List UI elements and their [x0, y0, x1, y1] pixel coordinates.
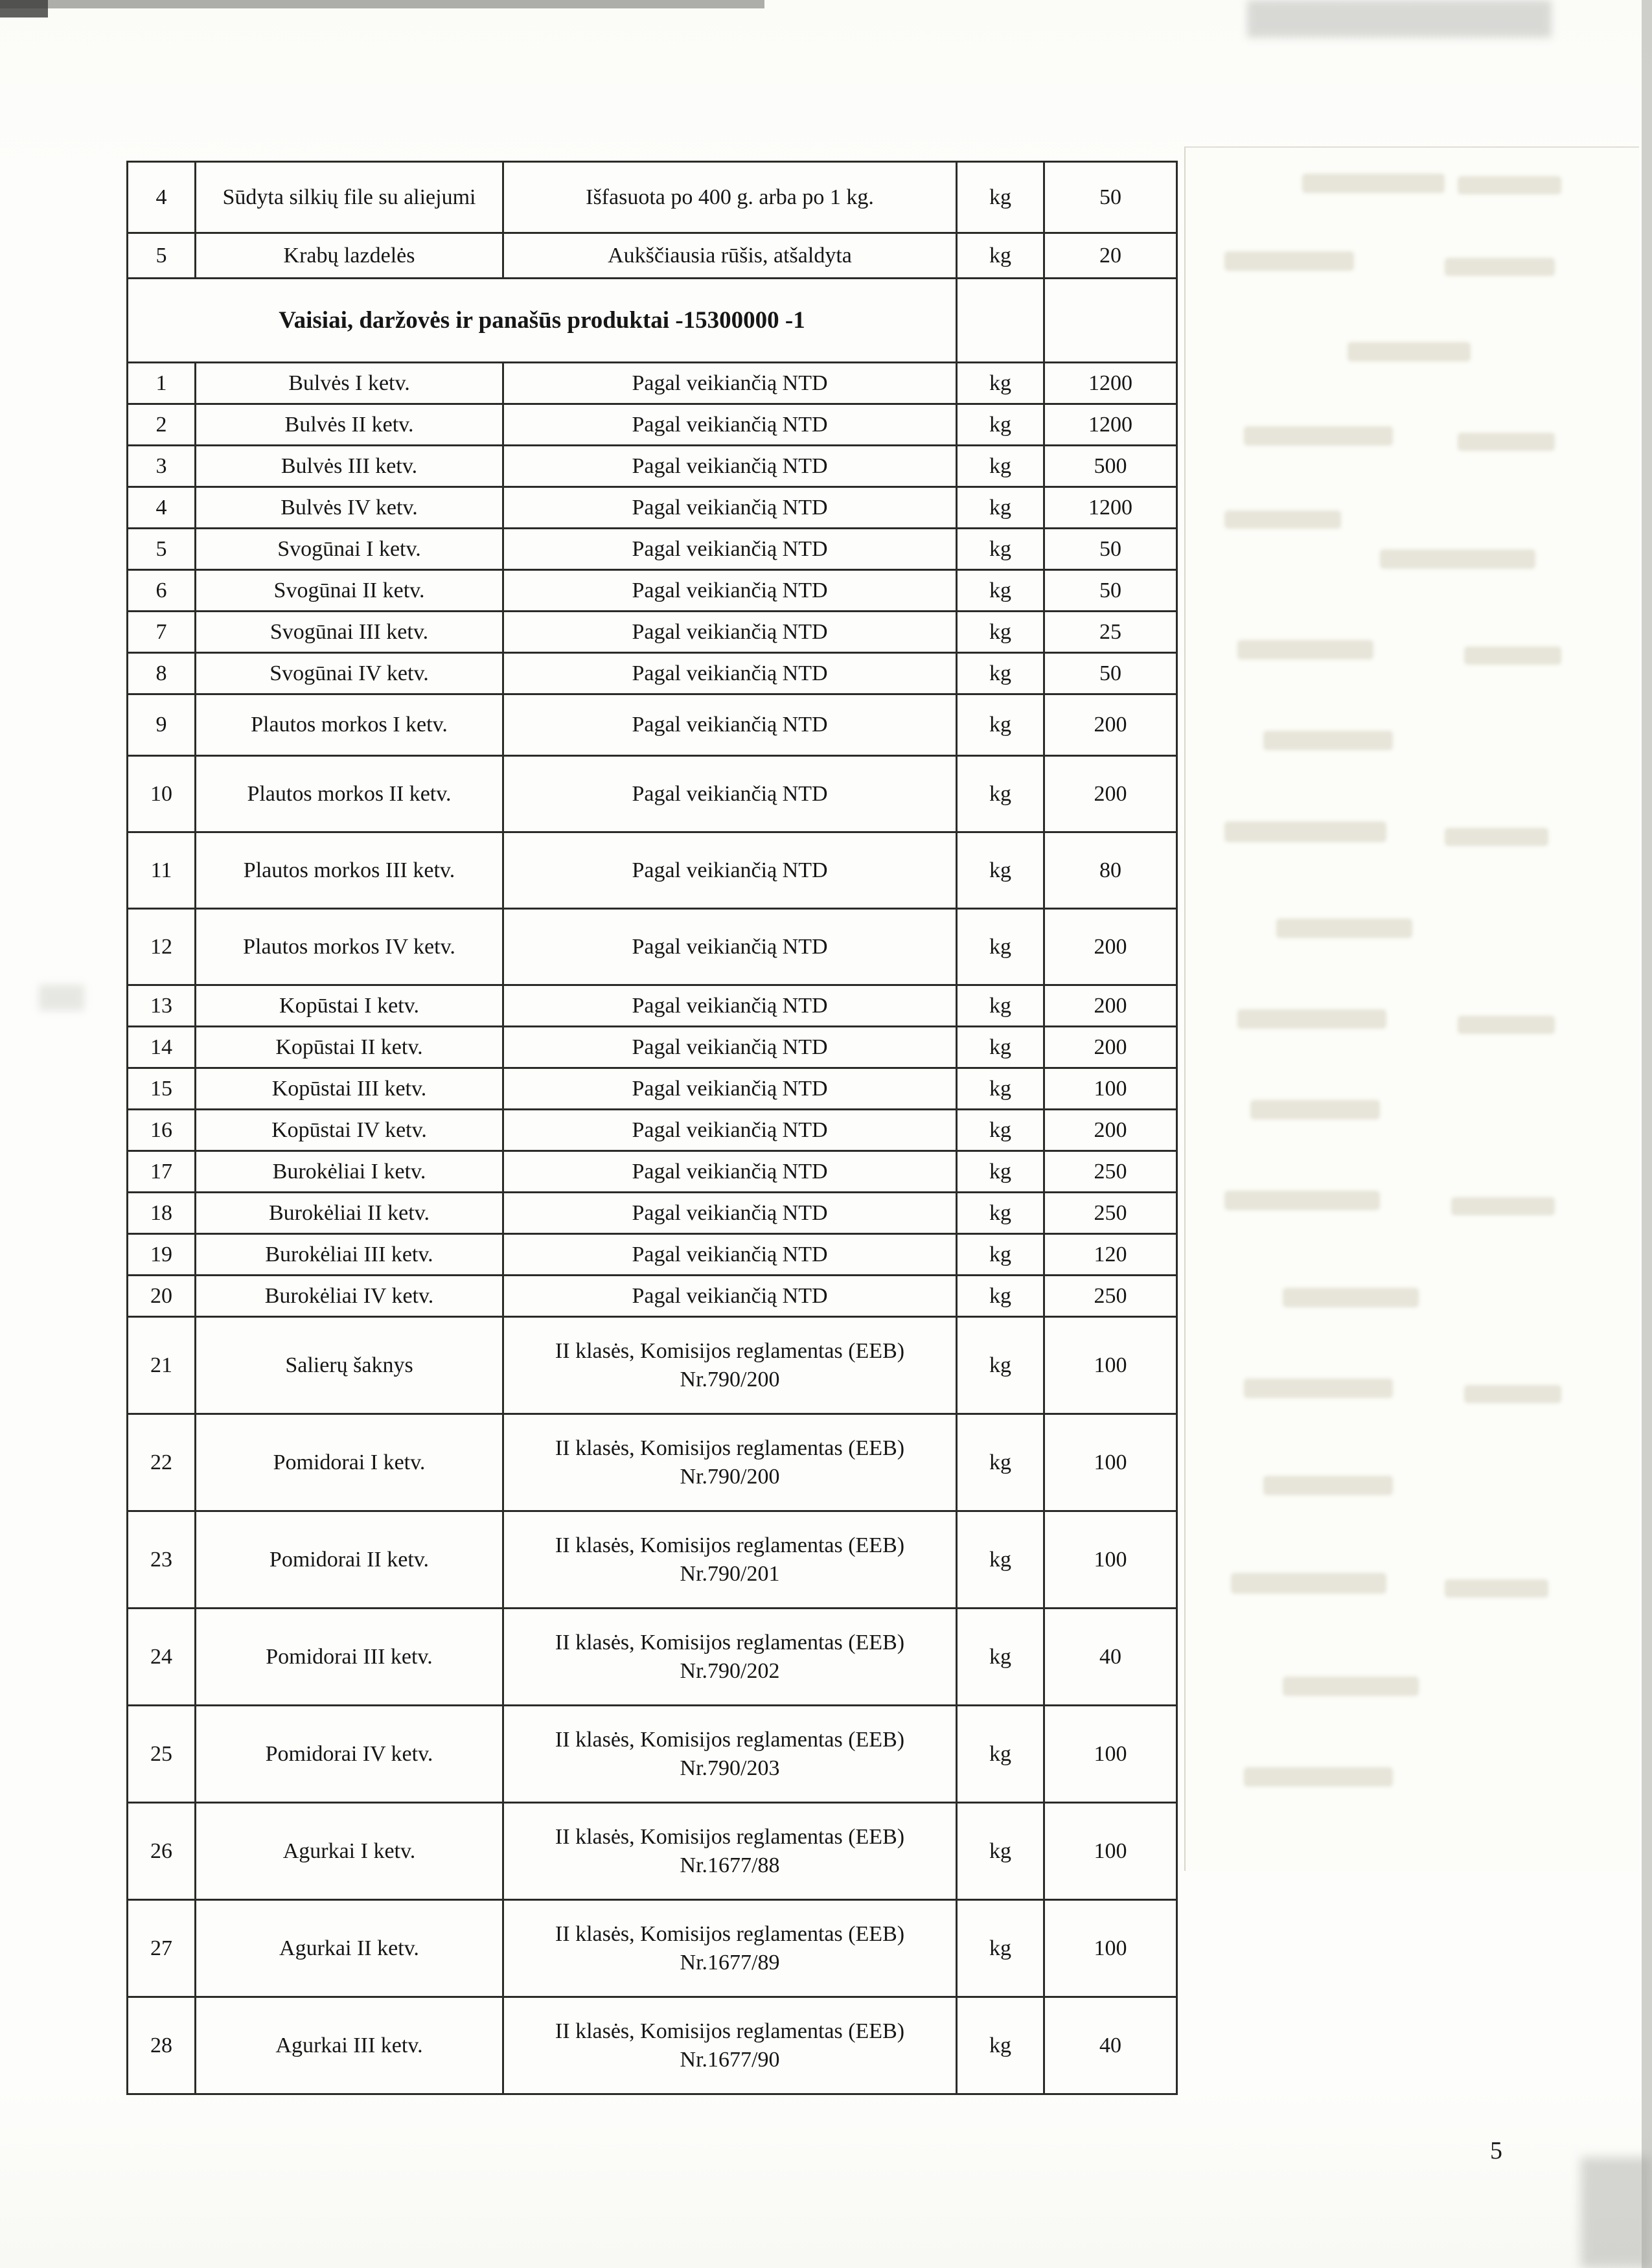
unit-cell [957, 279, 1044, 363]
unit-cell: kg [957, 162, 1044, 233]
unit-cell: kg [957, 1110, 1044, 1151]
product-table [126, 161, 1178, 2095]
table-row [128, 1193, 1177, 1234]
row-number: 8 [128, 653, 196, 694]
product-spec: Pagal veikiančią NTD [503, 1234, 957, 1276]
quantity-cell: 1200 [1044, 363, 1177, 404]
quantity-cell: 100 [1044, 1414, 1177, 1511]
product-name: Plautos morkos III ketv. [196, 832, 503, 909]
product-spec: II klasės, Komisijos reglamentas (EEB) Nr.1677/90 [503, 1997, 957, 2094]
row-number: 6 [128, 570, 196, 612]
page-number: 5 [1490, 2137, 1502, 2164]
quantity-cell: 100 [1044, 1803, 1177, 1900]
product-name: Burokėliai IV ketv. [196, 1276, 503, 1317]
product-spec: Pagal veikiančią NTD [503, 1193, 957, 1234]
bleed-through-artifact [1224, 821, 1386, 842]
quantity-cell: 40 [1044, 1609, 1177, 1706]
unit-cell: kg [957, 612, 1044, 653]
product-name: Plautos morkos IV ketv. [196, 909, 503, 985]
product-spec: Pagal veikiančią NTD [503, 404, 957, 446]
product-spec: Pagal veikiančią NTD [503, 570, 957, 612]
row-number: 4 [128, 487, 196, 529]
table-row [128, 612, 1177, 653]
unit-cell: kg [957, 1609, 1044, 1706]
product-name: Bulvės II ketv. [196, 404, 503, 446]
bleed-through-artifact [1263, 1476, 1393, 1495]
product-spec: Pagal veikiančią NTD [503, 1027, 957, 1068]
scan-edge-artifact [0, 0, 764, 8]
row-number: 11 [128, 832, 196, 909]
table-row [128, 162, 1177, 233]
product-spec: Pagal veikiančią NTD [503, 1151, 957, 1193]
product-spec: Pagal veikiančią NTD [503, 1276, 957, 1317]
quantity-cell: 50 [1044, 162, 1177, 233]
row-number: 4 [128, 162, 196, 233]
product-name: Pomidorai III ketv. [196, 1609, 503, 1706]
row-number: 15 [128, 1068, 196, 1110]
row-number: 19 [128, 1234, 196, 1276]
product-name: Svogūnai II ketv. [196, 570, 503, 612]
row-number: 2 [128, 404, 196, 446]
table-row [128, 1609, 1177, 1706]
product-spec: Pagal veikiančią NTD [503, 1068, 957, 1110]
bleed-through-artifact [1458, 1016, 1555, 1034]
product-name: Bulvės III ketv. [196, 446, 503, 487]
row-number: 13 [128, 985, 196, 1027]
quantity-cell: 25 [1044, 612, 1177, 653]
row-number: 27 [128, 1900, 196, 1997]
quantity-cell: 250 [1044, 1193, 1177, 1234]
table-row [128, 570, 1177, 612]
unit-cell: kg [957, 1234, 1044, 1276]
quantity-cell [1044, 279, 1177, 363]
product-name: Plautos morkos II ketv. [196, 756, 503, 832]
product-name: Pomidorai II ketv. [196, 1511, 503, 1609]
quantity-cell: 120 [1044, 1234, 1177, 1276]
quantity-cell: 200 [1044, 1027, 1177, 1068]
row-number: 23 [128, 1511, 196, 1609]
product-spec: II klasės, Komisijos reglamentas (EEB) Nr.790/203 [503, 1706, 957, 1803]
quantity-cell: 500 [1044, 446, 1177, 487]
table-row [128, 694, 1177, 756]
table-row [128, 909, 1177, 985]
product-name: Burokėliai I ketv. [196, 1151, 503, 1193]
table-row [128, 1414, 1177, 1511]
scan-smudge-artifact [39, 985, 84, 1011]
product-name: Agurkai II ketv. [196, 1900, 503, 1997]
unit-cell: kg [957, 832, 1044, 909]
unit-cell: kg [957, 909, 1044, 985]
table-row [128, 1068, 1177, 1110]
row-number: 10 [128, 756, 196, 832]
section-title: Vaisiai, daržovės ir panašūs produktai -15300000 -1 [128, 279, 957, 363]
unit-cell: kg [957, 404, 1044, 446]
bleed-through-sheet [1184, 146, 1639, 1871]
product-spec: Pagal veikiančią NTD [503, 446, 957, 487]
table-row [128, 446, 1177, 487]
quantity-cell: 20 [1044, 233, 1177, 279]
bleed-through-artifact [1458, 433, 1555, 451]
product-name: Bulvės I ketv. [196, 363, 503, 404]
bleed-through-artifact [1224, 1191, 1380, 1210]
table-row [128, 1900, 1177, 1997]
product-spec: II klasės, Komisijos reglamentas (EEB) Nr.790/202 [503, 1609, 957, 1706]
table-row [128, 1317, 1177, 1414]
bleed-through-artifact [1224, 251, 1354, 271]
quantity-cell: 1200 [1044, 404, 1177, 446]
bleed-through-artifact [1445, 1579, 1548, 1598]
table-row [128, 1706, 1177, 1803]
quantity-cell: 200 [1044, 985, 1177, 1027]
product-name: Pomidorai IV ketv. [196, 1706, 503, 1803]
unit-cell: kg [957, 1414, 1044, 1511]
row-number: 7 [128, 612, 196, 653]
product-name: Krabų lazdelės [196, 233, 503, 279]
scan-smudge-artifact [1247, 0, 1552, 38]
section-header-row [128, 279, 1177, 363]
product-name: Kopūstai II ketv. [196, 1027, 503, 1068]
bleed-through-artifact [1464, 647, 1561, 665]
unit-cell: kg [957, 1706, 1044, 1803]
product-spec: Pagal veikiančią NTD [503, 487, 957, 529]
product-name: Salierų šaknys [196, 1317, 503, 1414]
product-spec: Pagal veikiančią NTD [503, 694, 957, 756]
product-spec: II klasės, Komisijos reglamentas (EEB) Nr.1677/89 [503, 1900, 957, 1997]
table-row [128, 653, 1177, 694]
row-number: 16 [128, 1110, 196, 1151]
bleed-through-artifact [1237, 640, 1373, 659]
unit-cell: kg [957, 1900, 1044, 1997]
unit-cell: kg [957, 1027, 1044, 1068]
product-spec: Pagal veikiančią NTD [503, 529, 957, 570]
row-number: 3 [128, 446, 196, 487]
bleed-through-artifact [1244, 1767, 1393, 1787]
unit-cell: kg [957, 756, 1044, 832]
row-number: 25 [128, 1706, 196, 1803]
product-spec: II klasės, Komisijos reglamentas (EEB) Nr.790/200 [503, 1317, 957, 1414]
row-number: 1 [128, 363, 196, 404]
quantity-cell: 50 [1044, 570, 1177, 612]
product-name: Kopūstai I ketv. [196, 985, 503, 1027]
product-spec: Išfasuota po 400 g. arba po 1 kg. [503, 162, 957, 233]
row-number: 18 [128, 1193, 196, 1234]
quantity-cell: 100 [1044, 1511, 1177, 1609]
table-row [128, 1511, 1177, 1609]
bleed-through-artifact [1302, 174, 1445, 193]
quantity-cell: 50 [1044, 529, 1177, 570]
table-row [128, 1151, 1177, 1193]
quantity-cell: 250 [1044, 1151, 1177, 1193]
quantity-cell: 1200 [1044, 487, 1177, 529]
unit-cell: kg [957, 446, 1044, 487]
unit-cell: kg [957, 653, 1044, 694]
product-name: Svogūnai III ketv. [196, 612, 503, 653]
unit-cell: kg [957, 529, 1044, 570]
product-spec: Pagal veikiančią NTD [503, 612, 957, 653]
table-row [128, 487, 1177, 529]
quantity-cell: 40 [1044, 1997, 1177, 2094]
row-number: 24 [128, 1609, 196, 1706]
row-number: 22 [128, 1414, 196, 1511]
product-spec: Aukščiausia rūšis, atšaldyta [503, 233, 957, 279]
product-name: Bulvės IV ketv. [196, 487, 503, 529]
bleed-through-artifact [1244, 426, 1393, 446]
quantity-cell: 50 [1044, 653, 1177, 694]
scan-smudge-artifact [1581, 2157, 1652, 2268]
bleed-through-artifact [1348, 342, 1471, 361]
bleed-through-artifact [1445, 258, 1555, 276]
product-name: Kopūstai III ketv. [196, 1068, 503, 1110]
bleed-through-artifact [1451, 1197, 1555, 1215]
product-name: Svogūnai IV ketv. [196, 653, 503, 694]
product-name: Pomidorai I ketv. [196, 1414, 503, 1511]
scan-corner-artifact [0, 0, 48, 17]
table-row [128, 832, 1177, 909]
product-spec: Pagal veikiančią NTD [503, 909, 957, 985]
unit-cell: kg [957, 985, 1044, 1027]
product-name: Burokėliai II ketv. [196, 1193, 503, 1234]
table-row [128, 529, 1177, 570]
table-row [128, 1997, 1177, 2094]
product-name: Agurkai I ketv. [196, 1803, 503, 1900]
product-name: Burokėliai III ketv. [196, 1234, 503, 1276]
bleed-through-artifact [1237, 1009, 1386, 1029]
row-number: 17 [128, 1151, 196, 1193]
product-spec: Pagal veikiančią NTD [503, 1110, 957, 1151]
table-row [128, 1110, 1177, 1151]
row-number: 26 [128, 1803, 196, 1900]
product-spec: Pagal veikiančią NTD [503, 653, 957, 694]
bleed-through-artifact [1276, 919, 1412, 938]
scan-edge-artifact [1642, 0, 1652, 2268]
product-spec: Pagal veikiančią NTD [503, 985, 957, 1027]
row-number: 20 [128, 1276, 196, 1317]
product-spec: Pagal veikiančią NTD [503, 832, 957, 909]
quantity-cell: 200 [1044, 756, 1177, 832]
quantity-cell: 250 [1044, 1276, 1177, 1317]
product-spec: Pagal veikiančią NTD [503, 363, 957, 404]
product-spec: II klasės, Komisijos reglamentas (EEB) Nr.790/201 [503, 1511, 957, 1609]
bleed-through-artifact [1250, 1100, 1380, 1119]
bleed-through-artifact [1244, 1379, 1393, 1398]
unit-cell: kg [957, 1803, 1044, 1900]
quantity-cell: 200 [1044, 694, 1177, 756]
table-row [128, 1803, 1177, 1900]
row-number: 14 [128, 1027, 196, 1068]
quantity-cell: 80 [1044, 832, 1177, 909]
bleed-through-artifact [1445, 828, 1548, 846]
unit-cell: kg [957, 1151, 1044, 1193]
row-number: 12 [128, 909, 196, 985]
unit-cell: kg [957, 1193, 1044, 1234]
quantity-cell: 100 [1044, 1317, 1177, 1414]
unit-cell: kg [957, 487, 1044, 529]
product-spec: II klasės, Komisijos reglamentas (EEB) Nr.1677/88 [503, 1803, 957, 1900]
bleed-through-artifact [1458, 176, 1561, 194]
unit-cell: kg [957, 1317, 1044, 1414]
bleed-through-artifact [1464, 1385, 1561, 1403]
table-row [128, 363, 1177, 404]
bleed-through-artifact [1231, 1573, 1386, 1594]
unit-cell: kg [957, 233, 1044, 279]
product-name: Kopūstai IV ketv. [196, 1110, 503, 1151]
row-number: 5 [128, 529, 196, 570]
bleed-through-artifact [1283, 1288, 1419, 1307]
bleed-through-artifact [1224, 510, 1341, 529]
unit-cell: kg [957, 1997, 1044, 2094]
unit-cell: kg [957, 570, 1044, 612]
product-name: Agurkai III ketv. [196, 1997, 503, 2094]
product-spec: II klasės, Komisijos reglamentas (EEB) Nr.790/200 [503, 1414, 957, 1511]
unit-cell: kg [957, 1276, 1044, 1317]
product-table-body [128, 162, 1177, 2094]
quantity-cell: 100 [1044, 1900, 1177, 1997]
product-name: Svogūnai I ketv. [196, 529, 503, 570]
unit-cell: kg [957, 694, 1044, 756]
table-row [128, 404, 1177, 446]
table-row [128, 985, 1177, 1027]
bleed-through-artifact [1283, 1677, 1419, 1696]
table-row [128, 1276, 1177, 1317]
row-number: 5 [128, 233, 196, 279]
unit-cell: kg [957, 1068, 1044, 1110]
unit-cell: kg [957, 363, 1044, 404]
quantity-cell: 200 [1044, 909, 1177, 985]
row-number: 21 [128, 1317, 196, 1414]
row-number: 28 [128, 1997, 196, 2094]
product-spec: Pagal veikiančią NTD [503, 756, 957, 832]
table-row [128, 233, 1177, 279]
unit-cell: kg [957, 1511, 1044, 1609]
table-row [128, 1234, 1177, 1276]
bleed-through-artifact [1263, 731, 1393, 750]
bleed-through-artifact [1380, 549, 1535, 569]
quantity-cell: 200 [1044, 1110, 1177, 1151]
table-row [128, 1027, 1177, 1068]
table-row [128, 756, 1177, 832]
row-number: 9 [128, 694, 196, 756]
quantity-cell: 100 [1044, 1706, 1177, 1803]
product-name: Sūdyta silkių file su aliejumi [196, 162, 503, 233]
product-name: Plautos morkos I ketv. [196, 694, 503, 756]
quantity-cell: 100 [1044, 1068, 1177, 1110]
